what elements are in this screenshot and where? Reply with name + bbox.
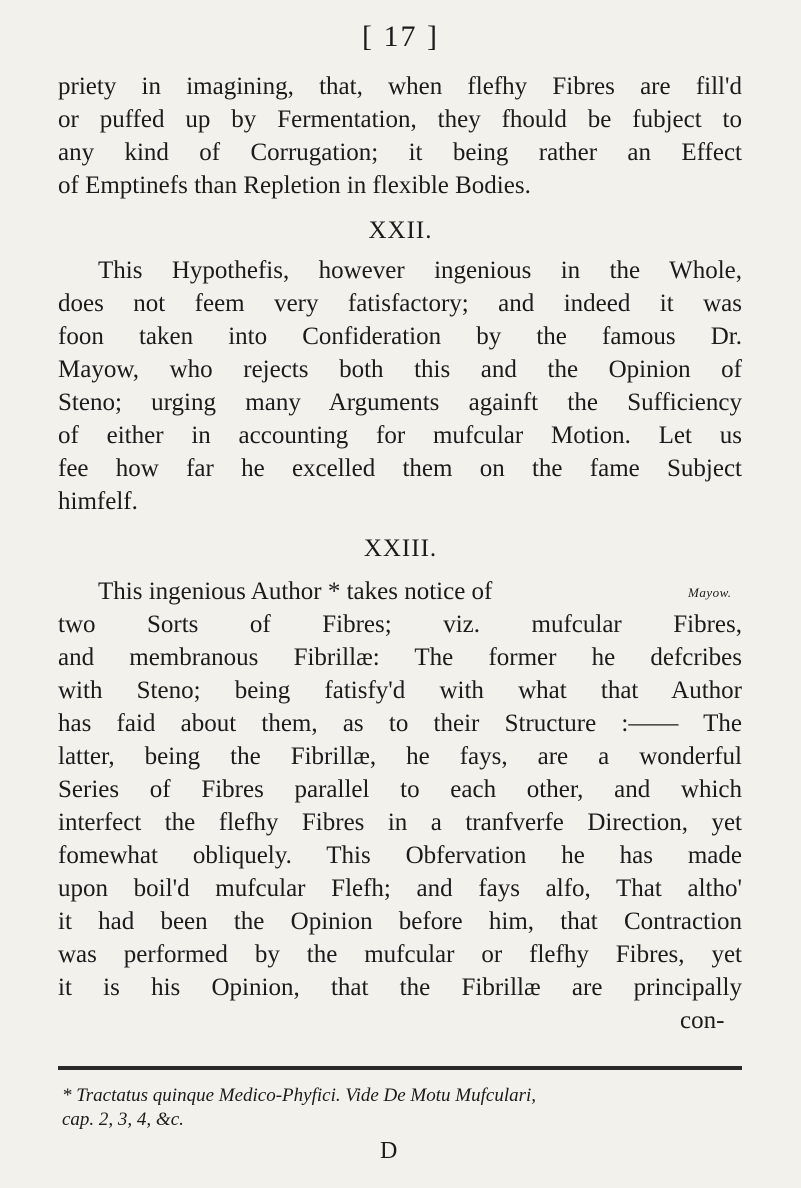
text-line: or puffed up by Fermentation, they fhould be fubject to xyxy=(58,106,742,133)
section-heading: XXIII. xyxy=(363,535,438,562)
text-line: foon taken into Confideration by the famous Dr. xyxy=(58,323,742,350)
text-line: interfect the flefhy Fibres in a tranfverfe Direction, yet xyxy=(58,809,742,836)
text-line: Series of Fibres parallel to each other, and which xyxy=(58,776,742,803)
signature-mark: D xyxy=(380,1138,398,1164)
footnote-line: cap. 2, 3, 4, &c. xyxy=(62,1109,184,1130)
text-line: two Sorts of Fibres; viz. mufcular Fibres, xyxy=(58,611,742,638)
text-line: was performed by the mufcular or flefhy Fibres, yet xyxy=(58,941,742,968)
text-line: Mayow, who rejects both this and the Opinion of xyxy=(58,356,742,383)
text-line: fee how far he excelled them on the fame Subject xyxy=(58,455,742,482)
text-line: does not feem very fatisfactory; and indeed it was xyxy=(58,290,742,317)
margin-note: Mayow. xyxy=(688,585,732,600)
text-line: This Hypothefis, however ingenious in the Whole, xyxy=(98,257,742,284)
page-number: [ 17 ] xyxy=(362,20,439,53)
text-line: himfelf. xyxy=(58,488,138,515)
text-line: upon boil'd mufcular Flefh; and fays alfo, That altho' xyxy=(58,875,742,902)
text-line: latter, being the Fibrillæ, he fays, are a wonderful xyxy=(58,743,742,770)
catchword: con- xyxy=(680,1007,725,1034)
text-line: and membranous Fibrillæ: The former he defcribes xyxy=(58,644,742,671)
text-line: with Steno; being fatisfy'd with what that Author xyxy=(58,677,742,704)
footnote-line: * Tractatus quinque Medico-Phyfici. Vide De Motu Mufculari, xyxy=(62,1085,537,1106)
text-line: of either in accounting for mufcular Motion. Let us xyxy=(58,422,742,449)
text-line: Steno; urging many Arguments againft the Sufficiency xyxy=(58,389,742,416)
text-line: it is his Opinion, that the Fibrillæ are principally xyxy=(58,974,742,1001)
section-heading: XXII. xyxy=(368,217,433,244)
text-line: fomewhat obliquely. This Obfervation he has made xyxy=(58,842,742,869)
text-line: has faid about them, as to their Structure :—— The xyxy=(58,710,742,737)
text-line: of Emptinefs than Repletion in flexible Bodies. xyxy=(58,172,531,199)
footnote-rule xyxy=(58,1066,742,1070)
text-line: it had been the Opinion before him, that Contraction xyxy=(58,908,742,935)
text-line: any kind of Corrugation; it being rather an Effect xyxy=(58,139,742,166)
text-line: This ingenious Author * takes notice of xyxy=(98,578,493,605)
text-line: priety in imagining, that, when flefhy Fibres are fill'd xyxy=(58,73,742,100)
